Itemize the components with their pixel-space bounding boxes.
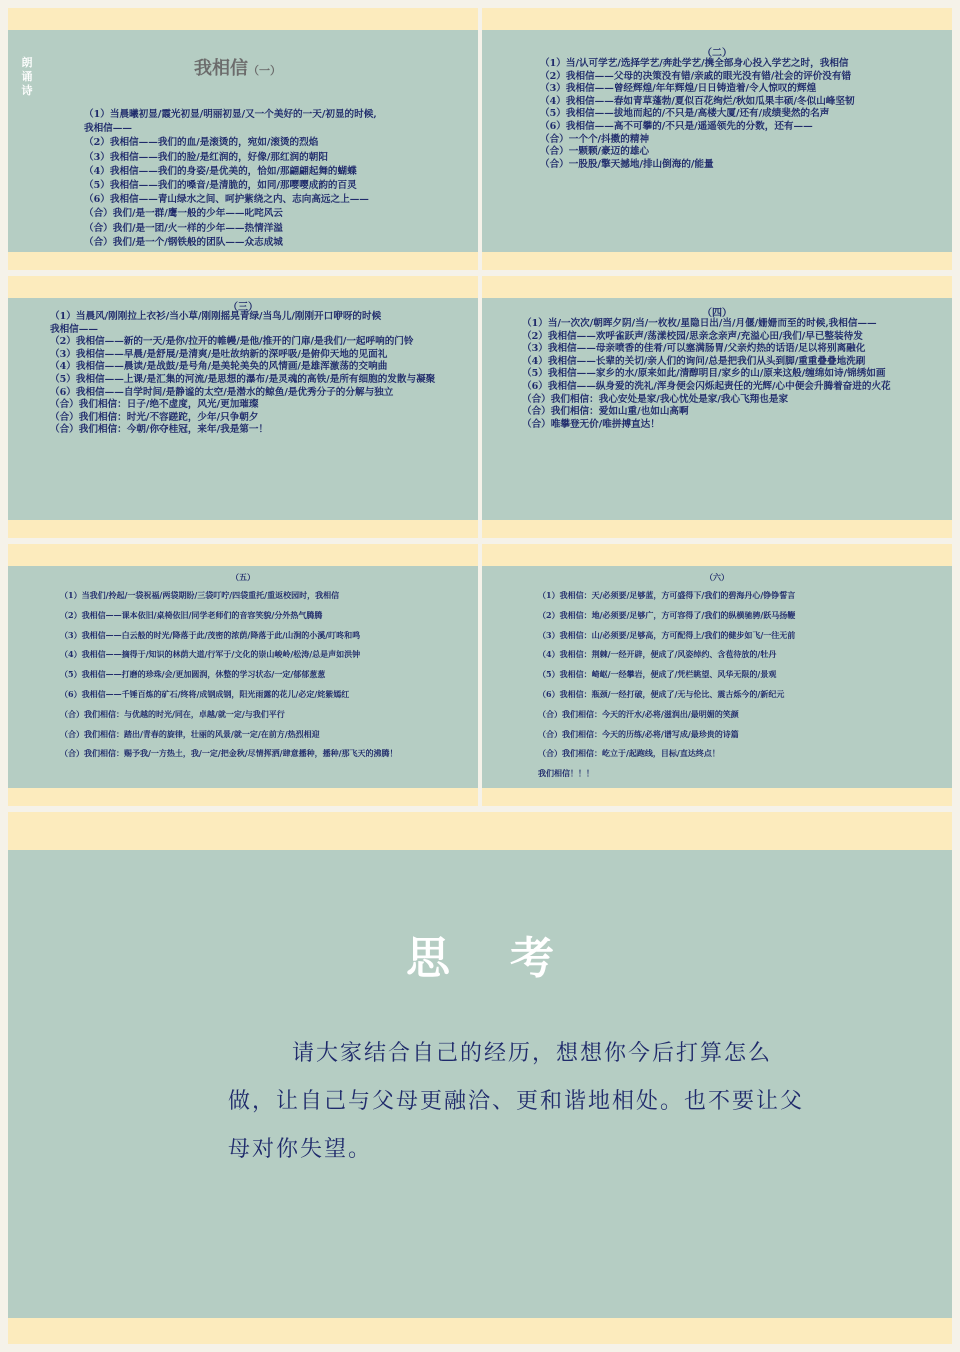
- poem-line: （1）当/一次次/朝晖夕阴/当/一枚枚/星隐日出/当/月偃/姗姗而至的时候,我相信——: [522, 318, 877, 329]
- poem-line: （5）我相信——拔地而起的/不只是/高楼大厦/还有/成绩斐然的名声: [540, 108, 830, 120]
- poem-line: （合）我们相信：日子/绝不虚度，风光/更加璀璨: [50, 399, 259, 411]
- slide-2-poem: [540, 58, 892, 171]
- poem-line: （合）一股股/擎天撼地/排山倒海的/能量: [540, 158, 714, 170]
- poem-line: （5）我相信——上课/是汇集的河流/是思想的瀑布/是灵魂的高铁/是所有细胞的发散与凝聚: [50, 373, 436, 385]
- poem-line: （6）我相信——自学时间/是静谧的太空/是潜水的鲸鱼/是优秀分子的分解与独立: [50, 386, 394, 398]
- poem-line: （4）我相信——晨读/是战鼓/是号角/是美轮美奂的风情画/是雄浑激荡的交响曲: [50, 361, 388, 373]
- poem-line: （2）我相信——父母的决策没有错/亲戚的眼光没有错/社会的评价没有错: [540, 70, 852, 82]
- slide-4-panel: [482, 298, 952, 520]
- poem-line: （1）当晨风/刚刚拉上衣衫/当小草/刚刚摇晃青绿/当鸟儿/刚刚开口咿呀的时候: [50, 311, 382, 322]
- poem-line: （1）我相信：天/必须要/足够蓝，方可盛得下/我们的碧海丹心/铮铮誓言: [538, 590, 796, 600]
- poem-line: （合）我们/是一个/钢铁般的团队——众志成城: [84, 236, 283, 248]
- poem-line: （2）我相信——我们的血/是滚烫的，宛如/滚烫的烈焰: [84, 137, 319, 149]
- poem-line: （2）我相信——新的一天/是你/拉开的帷幔/是他/推开的门扉/是我们/一起呼响的门铃: [50, 336, 414, 348]
- poem-line: （合）我们相信：时光/不容蹉跎，少年/只争朝夕: [50, 411, 259, 423]
- poem-line: 我相信——: [84, 123, 132, 135]
- slide-4: [482, 276, 952, 538]
- poem-line: （3）我相信——我们的脸/是红润的，好像/那红润的朝阳: [84, 151, 328, 163]
- slide-6-heading: （六）: [705, 572, 729, 582]
- poem-line: （6）我相信——千锤百炼的矿石/终将/成钢成钢，阳光雨露的花儿/必定/姹紫嫣红: [60, 688, 350, 699]
- slide-5: [8, 544, 478, 806]
- slide-1-title-part: （一）: [248, 64, 281, 77]
- slide-6: [482, 544, 952, 806]
- slide-1-poem: [84, 108, 440, 250]
- side-label: 朗 诵 诗: [21, 56, 33, 97]
- slide-1-title: [194, 54, 281, 80]
- poem-line: （1）当晨曦初显/霞光初显/明丽初显/又一个美好的一天/初显的时候,: [84, 109, 377, 120]
- slide-6-poem: [538, 586, 928, 784]
- slide-5-heading: （五）: [231, 572, 255, 582]
- poem-line: （6）我相信——青山绿水之间、呵护紫绕之内、志向高远之上——: [84, 194, 369, 206]
- poem-line: （5）我相信——家乡的水/原来如此/清醇明目/家乡的山/原来这般/缠绵如诗/锦绣如画: [522, 368, 886, 380]
- poem-line: （合）我们相信：今天的汗水/必将/滋润出/最明媚的笑颜: [538, 708, 739, 719]
- slide-3-panel: [8, 298, 478, 520]
- poem-line: （合）我们相信：今朝/你夺桂冠，来年/我是第一！: [50, 424, 269, 436]
- slide-2: [482, 8, 952, 270]
- poem-line: （合）我们相信：与优越的时光/同在，卓越/就一定/与我们平行: [60, 708, 285, 719]
- poem-line: （4）我相信：荆棘/一经开辟，便成了/风姿绰约、含苞待放的/牡丹: [538, 649, 777, 660]
- poem-line: （2）我相信——课本依旧/桌椅依旧/同学老师们的音容笑貌/分外热气腾腾: [60, 609, 323, 620]
- slide-3: [8, 276, 478, 538]
- poem-line: （1）当我们/拎起/一袋祝福/两袋期盼/三袋叮咛/四袋重托/重返校园时，我相信: [60, 590, 340, 600]
- poem-line: （3）我相信——母亲喷香的佳肴/可以塞满肠胃/父亲灼热的话语/足以将别离融化: [522, 343, 866, 355]
- poem-line: （6）我相信——纵身爱的洗礼/浑身便会闪烁起责任的光辉/心中便会升腾着奋进的火花: [522, 380, 891, 392]
- slide-5-poem: [60, 586, 450, 764]
- poem-line: （3）我相信——白云般的时光/降落于此/茂密的浓荫/降落于此/山涧的小溪/叮咚和鸣: [60, 629, 361, 640]
- poem-line: （5）我相信——我们的嗓音/是清脆的，如同/那嘤嘤成韵的百灵: [84, 180, 357, 192]
- poem-line: （4）我相信——我们的身姿/是优美的，恰如/那翩翩起舞的蝴蝶: [84, 165, 357, 177]
- poem-line: （4）我相信——春如青草蓬勃/夏似百花绚烂/秋如瓜果丰硕/冬似山峰坚韧: [540, 95, 855, 107]
- poem-line: （合）我们相信：踏出/青春的旋律，壮丽的风景/就一定/在前方/热烈相迎: [60, 728, 320, 739]
- poem-line: （4）我相信——长辈的关切/亲人们的询问/总是把我们从头到脚/重重叠叠地洗刷: [522, 355, 866, 367]
- think-body: 请大家结合自己的经历，想想你今后打算怎么做，让自己与父母更融洽、更和谐地相处。也不要让父母对你失望。: [228, 1041, 805, 1162]
- poem-line: （合）我们/是一团/火一样的少年——热情洋溢: [84, 222, 283, 234]
- slide-1-panel: [8, 30, 478, 252]
- poem-line: （合）唯攀登无价/唯拼搏直达！: [522, 418, 660, 430]
- poem-line: （5）我相信——打磨的珍珠/会/更加圆润，休整的学习状态/一定/郁郁葱葱: [60, 669, 326, 680]
- poem-line: （1）当/认可学艺/选择学艺/奔赴学艺/携全部身心投入学艺之时，我相信: [540, 58, 849, 69]
- poem-line: （3）我相信——曾经辉煌/年年辉煌/日日铸造着/令人惊叹的辉煌: [540, 83, 817, 95]
- poem-line: 我们相信！！！: [538, 768, 594, 779]
- slide-7: [8, 812, 952, 1344]
- think-title: 思考: [406, 933, 614, 984]
- poem-line: （合）我们相信：爱如山重/也如山高啊: [522, 406, 689, 418]
- poem-line: （2）我相信——欢呼雀跃声/荡漾校园/思亲念亲声/充溢心田/我们/早已整装待发: [522, 330, 863, 342]
- slide-1: [8, 8, 478, 270]
- poem-line: （3）我相信——早晨/是舒展/是清爽/是吐故纳新的深呼吸/是俯仰天地的见面礼: [50, 348, 388, 360]
- poem-line: （6）我相信：瓶颈/一经打破，便成了/无与伦比、震古烁今的/新纪元: [538, 688, 785, 699]
- poem-line: （3）我相信：山/必须要/足够高，方可配得上/我们的健步如飞/一往无前: [538, 629, 796, 640]
- poem-line: （5）我相信：崎岖/一经攀岩，便成了/凭栏眺望、风华无限的/景观: [538, 669, 777, 680]
- poem-line: （合）我们相信：赐予我/一方热土，我/一定/把金秋/尽情挥洒/肆意播种，播种/那飞天的沸腾！: [60, 748, 398, 759]
- slide-6-panel: [482, 566, 952, 788]
- poem-line: （合）我们相信：今天的历练/必将/谱写成/最珍贵的诗篇: [538, 728, 739, 739]
- slide-4-heading: （四）: [702, 308, 732, 319]
- poem-line: （合）我们相信：屹立于/起跑线，目标/直达终点！: [538, 748, 720, 759]
- poem-line: （合）我们/是一群/鹰一般的少年——叱咤风云: [84, 208, 283, 220]
- poem-line: （合）一个个/抖擞的精神: [540, 133, 650, 145]
- slide-3-heading: （三）: [228, 302, 258, 313]
- slide-4-poem: [522, 318, 924, 431]
- slide-3-poem: [50, 311, 452, 437]
- poem-line: 我相信——: [50, 323, 98, 335]
- poem-line: （合）我们相信：我心安处是家/我心忧处是家/我心飞翔也是家: [522, 393, 789, 405]
- poem-line: （4）我相信——摘得于/知识的林荫大道/行军于/文化的崇山峻岭/松涛/总是声如洪钟: [60, 649, 361, 660]
- slide-2-panel: [482, 30, 952, 252]
- poem-line: （6）我相信——高不可攀的/不只是/遥遥领先的分数，还有——: [540, 120, 813, 132]
- slide-5-panel: [8, 566, 478, 788]
- slide-7-panel: [8, 850, 952, 1318]
- poem-line: （2）我相信：地/必须要/足够广，方可容得了/我们的纵横驰骋/跃马扬鞭: [538, 609, 796, 620]
- poem-line: （合）一颗颗/豪迈的雄心: [540, 146, 650, 158]
- slide-2-heading: （二）: [702, 48, 732, 59]
- slide-1-title-main: 我相信: [194, 58, 248, 79]
